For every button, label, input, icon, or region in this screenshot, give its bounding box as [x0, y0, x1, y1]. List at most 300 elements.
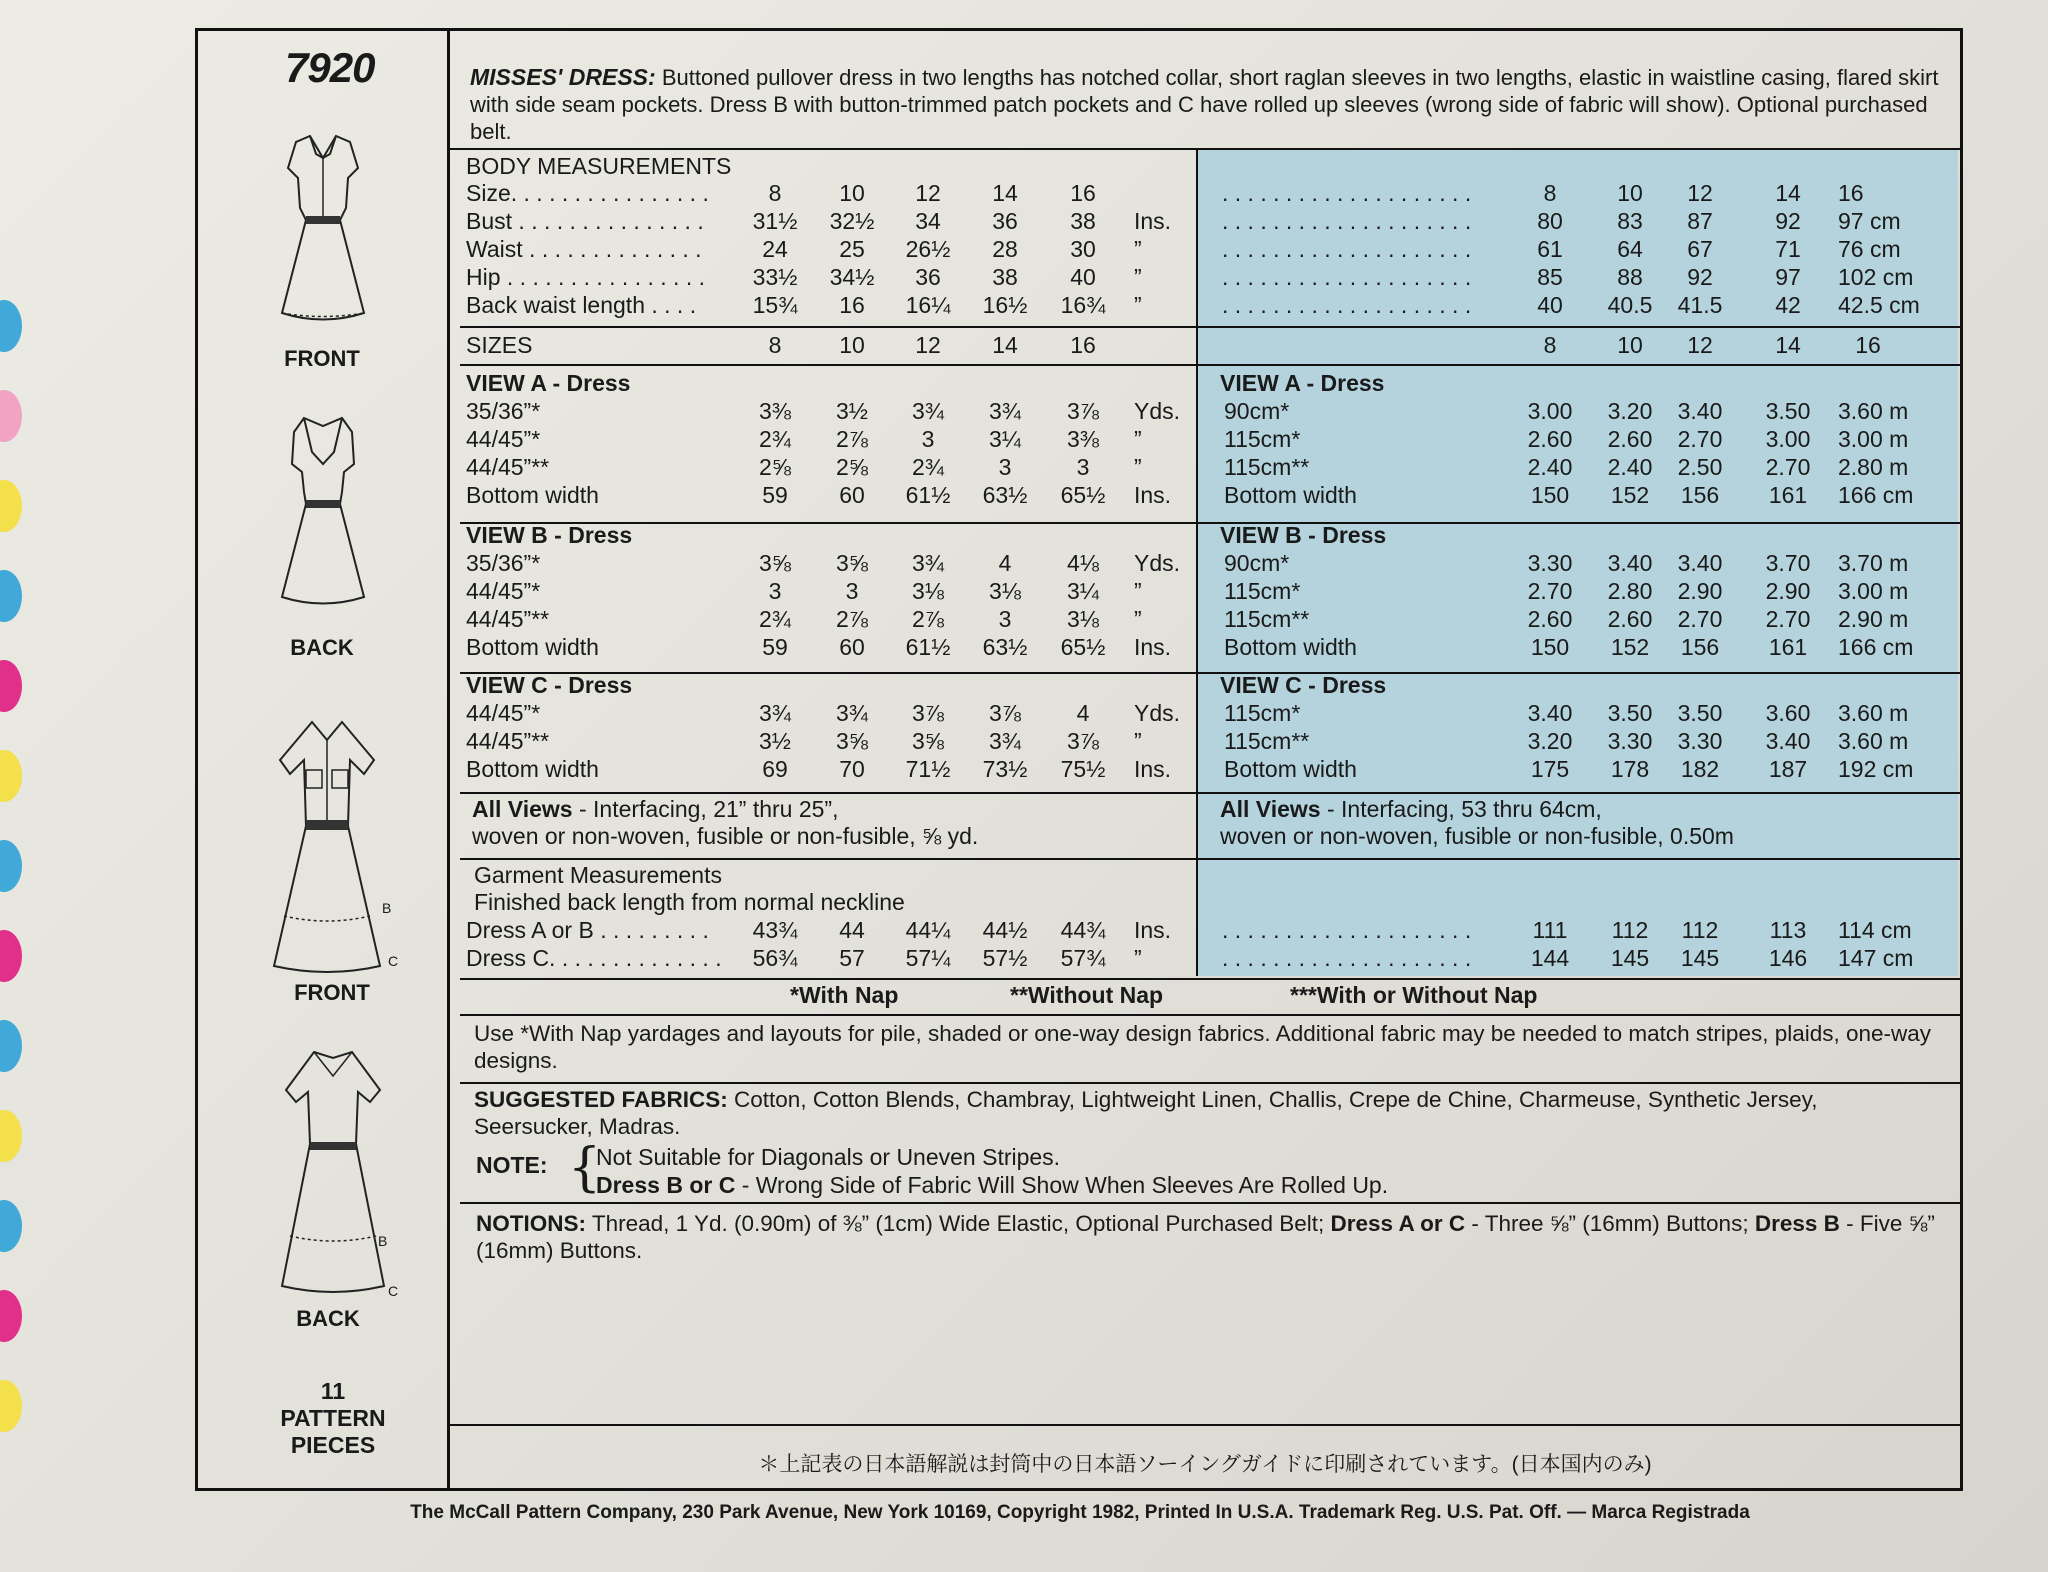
view-imperial-row-value: 2¾: [759, 426, 791, 452]
all-views-imperial-1: [472, 796, 838, 823]
view-metric-row-value: 3.60 m: [1838, 398, 1909, 424]
body-metric-row-value: 85: [1537, 264, 1563, 290]
garment-imperial-row-value: 57: [839, 945, 865, 971]
view-imperial-row-unit: ”: [1134, 426, 1142, 452]
view-imperial-row-value: 2¾: [759, 606, 791, 632]
view-imperial-row-value: 63½: [982, 482, 1028, 508]
all-views-bold: All Views: [472, 796, 573, 822]
view-metric-row-label: 115cm*: [1224, 578, 1301, 604]
view-imperial-row-value: 71½: [905, 756, 951, 782]
garment-metric-row-value: 112: [1681, 917, 1719, 943]
view-imperial-row-value: 69: [762, 756, 788, 782]
body-imperial-row-value: 30: [1070, 236, 1096, 262]
view-title-imperial: [466, 522, 632, 549]
japanese-note: ＊上記表の日本語解説は封筒中の日本語ソーイングガイドに印刷されています。(日本国内のみ): [758, 1453, 1652, 1476]
garment-metric-row-value: 147 cm: [1838, 945, 1914, 971]
view-imperial-row-value: 3¾: [912, 550, 944, 576]
rule-under-nap-text: [460, 1082, 1960, 1084]
garment-metric-row-label: . . . . . . . . . . . . . . . . . . . .: [1222, 945, 1472, 971]
view-imperial-row-value: 2¾: [912, 454, 944, 480]
size-metric: 10: [1617, 332, 1643, 358]
rule-under-view-b: [460, 672, 1960, 674]
body-metric-row-value: 97 cm: [1838, 208, 1901, 234]
body-metric-row-label: . . . . . . . . . . . . . . . . . . . .: [1222, 180, 1472, 206]
view-imperial-row-unit: ”: [1134, 728, 1142, 754]
rule-under-sizes: [460, 364, 1960, 366]
view-imperial-row-value: 3: [998, 454, 1012, 480]
length-mark-c-1: C: [388, 953, 399, 969]
view-label-front-1: FRONT: [284, 346, 360, 371]
view-title-bold: VIEW B: [1220, 522, 1302, 548]
view-metric-row-value: 3.50: [1765, 398, 1811, 424]
body-imperial-row-value: 8: [768, 180, 782, 206]
body-metric-row-label: . . . . . . . . . . . . . . . . . . . .: [1222, 208, 1472, 234]
view-metric-row-value: 182: [1680, 756, 1720, 782]
view-imperial-row-value: 63½: [982, 634, 1028, 660]
view-metric-row-value: 2.70: [1677, 426, 1723, 452]
garment-imperial-row-value: 44: [839, 917, 865, 943]
view-imperial-row-value: 65½: [1060, 634, 1106, 660]
view-imperial-row-value: 3½: [759, 728, 791, 754]
view-imperial-row-label: 35/36”*: [466, 550, 541, 576]
body-imperial-row-value: 16¼: [905, 292, 951, 318]
view-imperial-row-label: 44/45”**: [466, 454, 550, 480]
all-views-text: - Interfacing, 21” thru 25”,: [572, 796, 839, 822]
view-imperial-row-value: 3⅝: [836, 550, 868, 576]
all-views-text: - Interfacing, 53 thru 64cm,: [1320, 796, 1602, 822]
rule-under-garment: [460, 978, 1960, 980]
body-metric-row-value: 67: [1687, 236, 1713, 262]
body-metric-row-value: 80: [1537, 208, 1563, 234]
view-title-rest: - Dress: [1301, 522, 1387, 548]
view-imperial-row-value: 3: [998, 606, 1012, 632]
view-imperial-row-value: 2⅝: [759, 454, 791, 480]
body-imperial-row-value: 34½: [829, 264, 875, 290]
garment-imperial-row-unit: Ins.: [1134, 917, 1172, 943]
body-imperial-row-value: 26½: [905, 236, 951, 262]
body-imperial-row-value: 28: [992, 236, 1018, 262]
view-title-rest: - Dress: [546, 370, 631, 396]
copyright-footer: The McCall Pattern Company, 230 Park Avenue, New York 10169, Copyright 1982, Printed In U.S.A. Trademark Reg. U.S. Pat. Off. — Marca Registrada: [410, 1502, 1750, 1523]
view-imperial-row-value: 3⅛: [1067, 606, 1099, 632]
view-title-bold: VIEW A: [466, 370, 547, 396]
view-imperial-row-value: 3⅜: [1067, 426, 1099, 452]
body-imperial-row-value: 12: [915, 180, 941, 206]
pattern-pieces-label-2: PIECES: [290, 1432, 376, 1458]
body-metric-row-label: . . . . . . . . . . . . . . . . . . . .: [1222, 292, 1472, 318]
description-text: Buttoned pullover dress in two lengths has notched collar, short raglan sleeves in two lengths, elastic in waistline casing, flared skirt with side seam pockets. Dress B with button-trimmed patch pockets and C have rolled up sleeves (wrong side of fabric will show). Optional purchased belt.: [470, 65, 1939, 144]
edge-dot: [0, 930, 22, 982]
view-metric-row-value: 152: [1610, 634, 1650, 660]
body-metric-row-value: 83: [1617, 208, 1643, 234]
view-imperial-row-value: 70: [839, 756, 865, 782]
view-metric-row-value: 3.60 m: [1838, 728, 1909, 754]
view-metric-row-value: 2.60: [1527, 426, 1573, 452]
view-metric-row-value: 150: [1530, 634, 1570, 660]
body-metric-row-value: 40.5: [1607, 292, 1653, 318]
view-metric-row-value: 3.00: [1527, 398, 1573, 424]
garment-metric-row-value: 145: [1680, 945, 1720, 971]
fabrics-label: SUGGESTED FABRICS:: [474, 1087, 728, 1112]
view-imperial-row-value: 3: [921, 426, 935, 452]
view-imperial-row-value: 3⅛: [912, 578, 944, 604]
view-metric-row-value: 2.90: [1765, 578, 1811, 604]
nap-without: **Without Nap: [1010, 982, 1164, 1008]
notions-part-2: - Three ⅝” (16mm) Buttons;: [1465, 1211, 1755, 1236]
size-imperial: 8: [768, 332, 782, 358]
body-imperial-row-value: 38: [992, 264, 1018, 290]
view-imperial-row-value: 60: [839, 634, 865, 660]
dress-back-sketch-1: [268, 412, 378, 612]
view-metric-row-label: 90cm*: [1224, 550, 1290, 576]
view-title-rest: - Dress: [547, 522, 633, 548]
body-metric-row-value: 76 cm: [1838, 236, 1901, 262]
view-metric-row-value: 2.40: [1527, 454, 1573, 480]
garment-imperial-row-value: 44¾: [1060, 917, 1106, 943]
body-metric-row-value: 10: [1617, 180, 1643, 206]
size-metric: 14: [1775, 332, 1801, 358]
pattern-pieces: [258, 1378, 408, 1459]
view-imperial-row-value: 65½: [1060, 482, 1106, 508]
rule-under-all-views: [460, 858, 1960, 860]
view-metric-row-value: 161: [1768, 482, 1808, 508]
garment-metric-row-value: 146: [1768, 945, 1808, 971]
view-metric-row-value: 166 cm: [1838, 634, 1914, 660]
note-line-2-bold: Dress B or C: [596, 1172, 736, 1198]
garment-metric-row-value: 144: [1530, 945, 1570, 971]
view-metric-row-value: 2.70: [1527, 578, 1573, 604]
view-metric-row-label: 115cm**: [1224, 606, 1310, 632]
notions-bold-2: Dress B: [1754, 1211, 1840, 1236]
view-metric-row-value: 2.50: [1677, 454, 1723, 480]
body-imperial-row-value: 32½: [829, 208, 875, 234]
view-metric-row-value: 3.20: [1607, 398, 1653, 424]
body-metric-row-value: 40: [1537, 292, 1563, 318]
view-imperial-row-value: 3¾: [759, 700, 791, 726]
pattern-pieces-label-1: PATTERN: [280, 1405, 386, 1431]
view-imperial-row-value: 4: [1076, 700, 1090, 726]
view-imperial-row-value: 61½: [905, 482, 951, 508]
all-views-bold: All Views: [1220, 796, 1321, 822]
body-metric-row-value: 14: [1775, 180, 1801, 206]
edge-dot: [0, 300, 22, 352]
body-imperial-row-value: 15¾: [752, 292, 798, 318]
size-imperial: 14: [992, 332, 1018, 358]
body-imperial-row-unit: ”: [1134, 236, 1142, 262]
view-title-rest: - Dress: [1301, 672, 1387, 698]
view-imperial-row-value: 3⅞: [1067, 728, 1099, 754]
body-imperial-row-value: 36: [992, 208, 1018, 234]
view-metric-row-value: 3.40: [1677, 398, 1723, 424]
view-imperial-row-label: 35/36”*: [466, 398, 541, 424]
edge-dot: [0, 840, 22, 892]
view-imperial-row-value: 3⅝: [759, 550, 791, 576]
view-title-rest: - Dress: [1300, 370, 1385, 396]
view-metric-row-value: 2.90: [1677, 578, 1723, 604]
notions-bold-1: Dress A or C: [1330, 1211, 1466, 1236]
nap-text: Use *With Nap yardages and layouts for pile, shaded or one-way design fabrics. Additional fabric may be needed to match stripes, plaids, one-way designs.: [474, 1021, 1932, 1073]
view-imperial-row-value: 3¾: [912, 398, 944, 424]
body-metric-row-value: 42: [1775, 292, 1801, 318]
view-title-imperial: [466, 672, 632, 699]
view-imperial-row-unit: Yds.: [1134, 398, 1181, 424]
edge-dot: [0, 1380, 22, 1432]
view-metric-row-label: Bottom width: [1224, 756, 1357, 782]
view-imperial-row-label: 44/45”*: [466, 700, 541, 726]
description-title: MISSES' DRESS:: [470, 64, 656, 90]
edge-dots: [0, 300, 26, 1500]
garment-imperial-row-value: 57¾: [1060, 945, 1106, 971]
view-imperial-row-value: 4: [998, 550, 1012, 576]
body-metric-row-value: 8: [1543, 180, 1557, 206]
view-metric-row-value: 3.00 m: [1838, 578, 1909, 604]
view-imperial-row-unit: Yds.: [1134, 700, 1181, 726]
view-imperial-row-value: 2⅞: [836, 426, 868, 452]
view-imperial-row-value: 3⅞: [1067, 398, 1099, 424]
edge-dot: [0, 480, 22, 532]
garment-imperial-row-value: 56¾: [752, 945, 798, 971]
dress-back-sketch-2: [268, 1046, 398, 1296]
view-metric-row-value: 2.70: [1765, 606, 1811, 632]
view-imperial-row-value: 3¼: [1067, 578, 1099, 604]
view-title-bold: VIEW C: [466, 672, 548, 698]
view-metric-row-value: 2.60: [1527, 606, 1573, 632]
body-metric-row-label: . . . . . . . . . . . . . . . . . . . .: [1222, 236, 1472, 262]
view-imperial-row-unit: Ins.: [1134, 634, 1172, 660]
view-title-bold: VIEW B: [466, 522, 548, 548]
body-imperial-row-value: 33½: [752, 264, 798, 290]
view-imperial-row-value: 3: [768, 578, 782, 604]
body-imperial-row-unit: ”: [1134, 292, 1142, 318]
edge-dot: [0, 660, 22, 712]
column-divider: [1196, 148, 1198, 976]
view-metric-row-value: 166 cm: [1838, 482, 1914, 508]
view-metric-row-value: 3.70 m: [1838, 550, 1909, 576]
view-metric-row-value: 192 cm: [1838, 756, 1914, 782]
edge-dot: [0, 1020, 22, 1072]
view-metric-row-value: 187: [1768, 756, 1808, 782]
body-metric-row-label: . . . . . . . . . . . . . . . . . . . .: [1222, 264, 1472, 290]
body-imperial-row-value: 16: [839, 292, 865, 318]
length-mark-b-1: B: [382, 900, 392, 916]
note-line-2-text: - Wrong Side of Fabric Will Show When Sleeves Are Rolled Up.: [735, 1172, 1389, 1198]
all-views-metric-2: woven or non-woven, fusible or non-fusible, 0.50m: [1220, 823, 1734, 849]
nap-with: *With Nap: [790, 982, 899, 1008]
body-metric-row-value: 102 cm: [1838, 264, 1914, 290]
edge-dot: [0, 390, 22, 442]
length-mark-c-2: C: [388, 1283, 399, 1299]
edge-dot: [0, 1200, 22, 1252]
body-metric-row-value: 92: [1775, 208, 1801, 234]
view-title-metric: [1220, 672, 1386, 699]
view-imperial-row-value: 3½: [836, 398, 868, 424]
view-metric-row-label: Bottom width: [1224, 634, 1357, 660]
view-metric-row-value: 3.40: [1765, 728, 1811, 754]
notions: [476, 1210, 1936, 1264]
body-imperial-row-label: Waist . . . . . . . . . . . . . .: [466, 236, 702, 262]
body-imperial-row-label: Hip . . . . . . . . . . . . . . . .: [466, 264, 705, 290]
body-imperial-row-value: 38: [1070, 208, 1096, 234]
view-metric-row-value: 152: [1610, 482, 1650, 508]
body-imperial-row-unit: ”: [1134, 264, 1142, 290]
view-metric-row-value: 156: [1680, 482, 1720, 508]
size-imperial: 10: [839, 332, 865, 358]
view-imperial-row-value: 61½: [905, 634, 951, 660]
suggested-fabrics: [474, 1086, 1934, 1140]
garment-imperial-row-value: 43¾: [752, 917, 798, 943]
view-imperial-row-label: 44/45”**: [466, 606, 550, 632]
garment-imperial-row-label: Dress C. . . . . . . . . . . . . .: [466, 945, 722, 971]
size-imperial: 12: [915, 332, 941, 358]
view-metric-row-value: 3.60 m: [1838, 700, 1909, 726]
body-imperial-row-value: 10: [839, 180, 865, 206]
view-metric-row-label: 115cm*: [1224, 426, 1301, 452]
view-metric-row-value: 3.40: [1607, 550, 1653, 576]
body-metric-row-value: 88: [1617, 264, 1643, 290]
body-metric-row-value: 92: [1687, 264, 1713, 290]
view-metric-row-value: 2.70: [1677, 606, 1723, 632]
view-label-front-2: FRONT: [294, 980, 370, 1005]
size-imperial: 16: [1070, 332, 1096, 358]
rule-under-nap: [460, 1014, 1960, 1016]
view-imperial-row-unit: Ins.: [1134, 482, 1172, 508]
body-imperial-row-value: 16½: [982, 292, 1028, 318]
view-imperial-row-unit: Ins.: [1134, 756, 1172, 782]
body-metric-row-value: 41.5: [1677, 292, 1723, 318]
view-metric-row-label: 115cm**: [1224, 454, 1310, 480]
edge-dot: [0, 1290, 22, 1342]
size-metric: 16: [1855, 332, 1881, 358]
view-imperial-row-label: 44/45”*: [466, 578, 541, 604]
garment-metric-row-value: 114 cm: [1838, 917, 1912, 943]
body-imperial-row-value: 16¾: [1060, 292, 1106, 318]
view-metric-row-value: 3.00 m: [1838, 426, 1909, 452]
garment-imperial-row-value: 44½: [982, 917, 1028, 943]
garment-subtitle: Finished back length from normal neckline: [474, 889, 905, 915]
note-brace: {: [568, 1138, 602, 1198]
view-imperial-row-label: Bottom width: [466, 634, 599, 660]
view-imperial-row-unit: ”: [1134, 606, 1142, 632]
view-imperial-row-value: 59: [762, 634, 788, 660]
view-imperial-row-value: 4⅛: [1067, 550, 1099, 576]
size-metric: 12: [1687, 332, 1713, 358]
body-imperial-row-label: Size. . . . . . . . . . . . . . . .: [466, 180, 709, 206]
garment-imperial-row-value: 57½: [982, 945, 1028, 971]
body-measurements-header: BODY MEASUREMENTS: [466, 153, 732, 179]
view-imperial-row-unit: ”: [1134, 578, 1142, 604]
edge-dot: [0, 1110, 22, 1162]
body-imperial-row-value: 24: [762, 236, 788, 262]
garment-imperial-row-value: 44¼: [905, 917, 951, 943]
view-metric-row-label: Bottom width: [1224, 482, 1357, 508]
view-imperial-row-value: 3⅝: [912, 728, 944, 754]
view-metric-row-value: 150: [1530, 482, 1570, 508]
view-metric-row-value: 2.80 m: [1838, 454, 1909, 480]
view-title-bold: VIEW C: [1220, 672, 1302, 698]
view-label-back-2: BACK: [296, 1306, 360, 1331]
view-imperial-row-value: 2⅞: [912, 606, 944, 632]
view-title-metric: [1220, 522, 1386, 549]
garment-imperial-row-unit: ”: [1134, 945, 1142, 971]
body-metric-row-value: 87: [1687, 208, 1713, 234]
fabrics-list: Cotton, Cotton Blends, Chambray, Lightweight Linen, Challis, Crepe de Chine, Charmeuse, Synthetic Jersey, Seersucker, Madras.: [474, 1087, 1818, 1139]
view-metric-row-value: 2.70: [1765, 454, 1811, 480]
view-imperial-row-value: 3: [845, 578, 859, 604]
body-metric-row-value: 16: [1838, 180, 1864, 206]
view-imperial-row-value: 3¾: [836, 700, 868, 726]
view-imperial-row-value: 2⅝: [836, 454, 868, 480]
view-imperial-row-value: 3⅞: [989, 700, 1021, 726]
notions-part-1: Thread, 1 Yd. (0.90m) of ⅜” (1cm) Wide Elastic, Optional Purchased Belt;: [586, 1211, 1331, 1236]
rule-under-note: [460, 1202, 1960, 1204]
length-mark-b-2: B: [378, 1233, 388, 1249]
view-metric-row-value: 2.90 m: [1838, 606, 1909, 632]
view-imperial-row-label: Bottom width: [466, 756, 599, 782]
body-imperial-row-value: 34: [915, 208, 941, 234]
view-metric-row-value: 3.50: [1607, 700, 1653, 726]
view-imperial-row-value: 59: [762, 482, 788, 508]
edge-dot: [0, 570, 22, 622]
view-metric-row-value: 2.40: [1607, 454, 1653, 480]
view-imperial-row-value: 75½: [1060, 756, 1106, 782]
note-line-1: Not Suitable for Diagonals or Uneven Stripes.: [596, 1144, 1061, 1170]
view-imperial-row-value: 3⅜: [759, 398, 791, 424]
body-metric-row-value: 12: [1687, 180, 1713, 206]
notions-part-3: - Five ⅝” (16mm) Buttons.: [476, 1211, 1935, 1263]
view-metric-row-value: 175: [1530, 756, 1570, 782]
body-imperial-row-value: 36: [915, 264, 941, 290]
garment-metric-row-label: . . . . . . . . . . . . . . . . . . . .: [1222, 917, 1472, 943]
view-metric-row-value: 3.20: [1527, 728, 1573, 754]
view-metric-row-value: 2.60: [1607, 606, 1653, 632]
view-metric-row-value: 3.30: [1527, 550, 1573, 576]
body-metric-row-value: 64: [1617, 236, 1643, 262]
garment-metric-row-value: 113: [1769, 917, 1807, 943]
view-imperial-row-value: 60: [839, 482, 865, 508]
view-metric-row-value: 156: [1680, 634, 1720, 660]
description: [470, 64, 1950, 145]
view-title-metric: [1220, 370, 1384, 397]
body-imperial-row-value: 14: [992, 180, 1018, 206]
view-metric-row-label: 90cm*: [1224, 398, 1290, 424]
body-imperial-row-value: 40: [1070, 264, 1096, 290]
rule-under-body: [460, 326, 1960, 328]
pattern-number: 7920: [285, 44, 375, 91]
garment-title: Garment Measurements: [474, 862, 722, 888]
garment-metric-row-value: 111: [1532, 917, 1568, 943]
view-metric-row-value: 3.60: [1765, 700, 1811, 726]
view-imperial-row-label: 44/45”*: [466, 426, 541, 452]
garment-metric-row-value: 145: [1610, 945, 1650, 971]
body-metric-row-value: 71: [1775, 236, 1801, 262]
garment-imperial-row-label: Dress A or B . . . . . . . . .: [466, 917, 709, 943]
view-imperial-row-value: 3⅛: [989, 578, 1021, 604]
body-imperial-row-label: Back waist length . . . .: [466, 292, 697, 318]
view-metric-row-value: 3.70: [1765, 550, 1811, 576]
body-imperial-row-value: 16: [1070, 180, 1096, 206]
nap-either: ***With or Without Nap: [1290, 982, 1538, 1008]
view-imperial-row-unit: ”: [1134, 454, 1142, 480]
rule-under-description: [450, 148, 1960, 150]
all-views-metric-1: [1220, 796, 1602, 823]
view-title-bold: VIEW A: [1220, 370, 1301, 396]
view-metric-row-value: 3.40: [1677, 550, 1723, 576]
view-imperial-row-value: 2⅞: [836, 606, 868, 632]
size-metric: 8: [1543, 332, 1557, 358]
body-metric-row-value: 42.5 cm: [1838, 292, 1920, 318]
view-imperial-row-value: 3⅞: [912, 700, 944, 726]
view-metric-row-label: 115cm**: [1224, 728, 1310, 754]
